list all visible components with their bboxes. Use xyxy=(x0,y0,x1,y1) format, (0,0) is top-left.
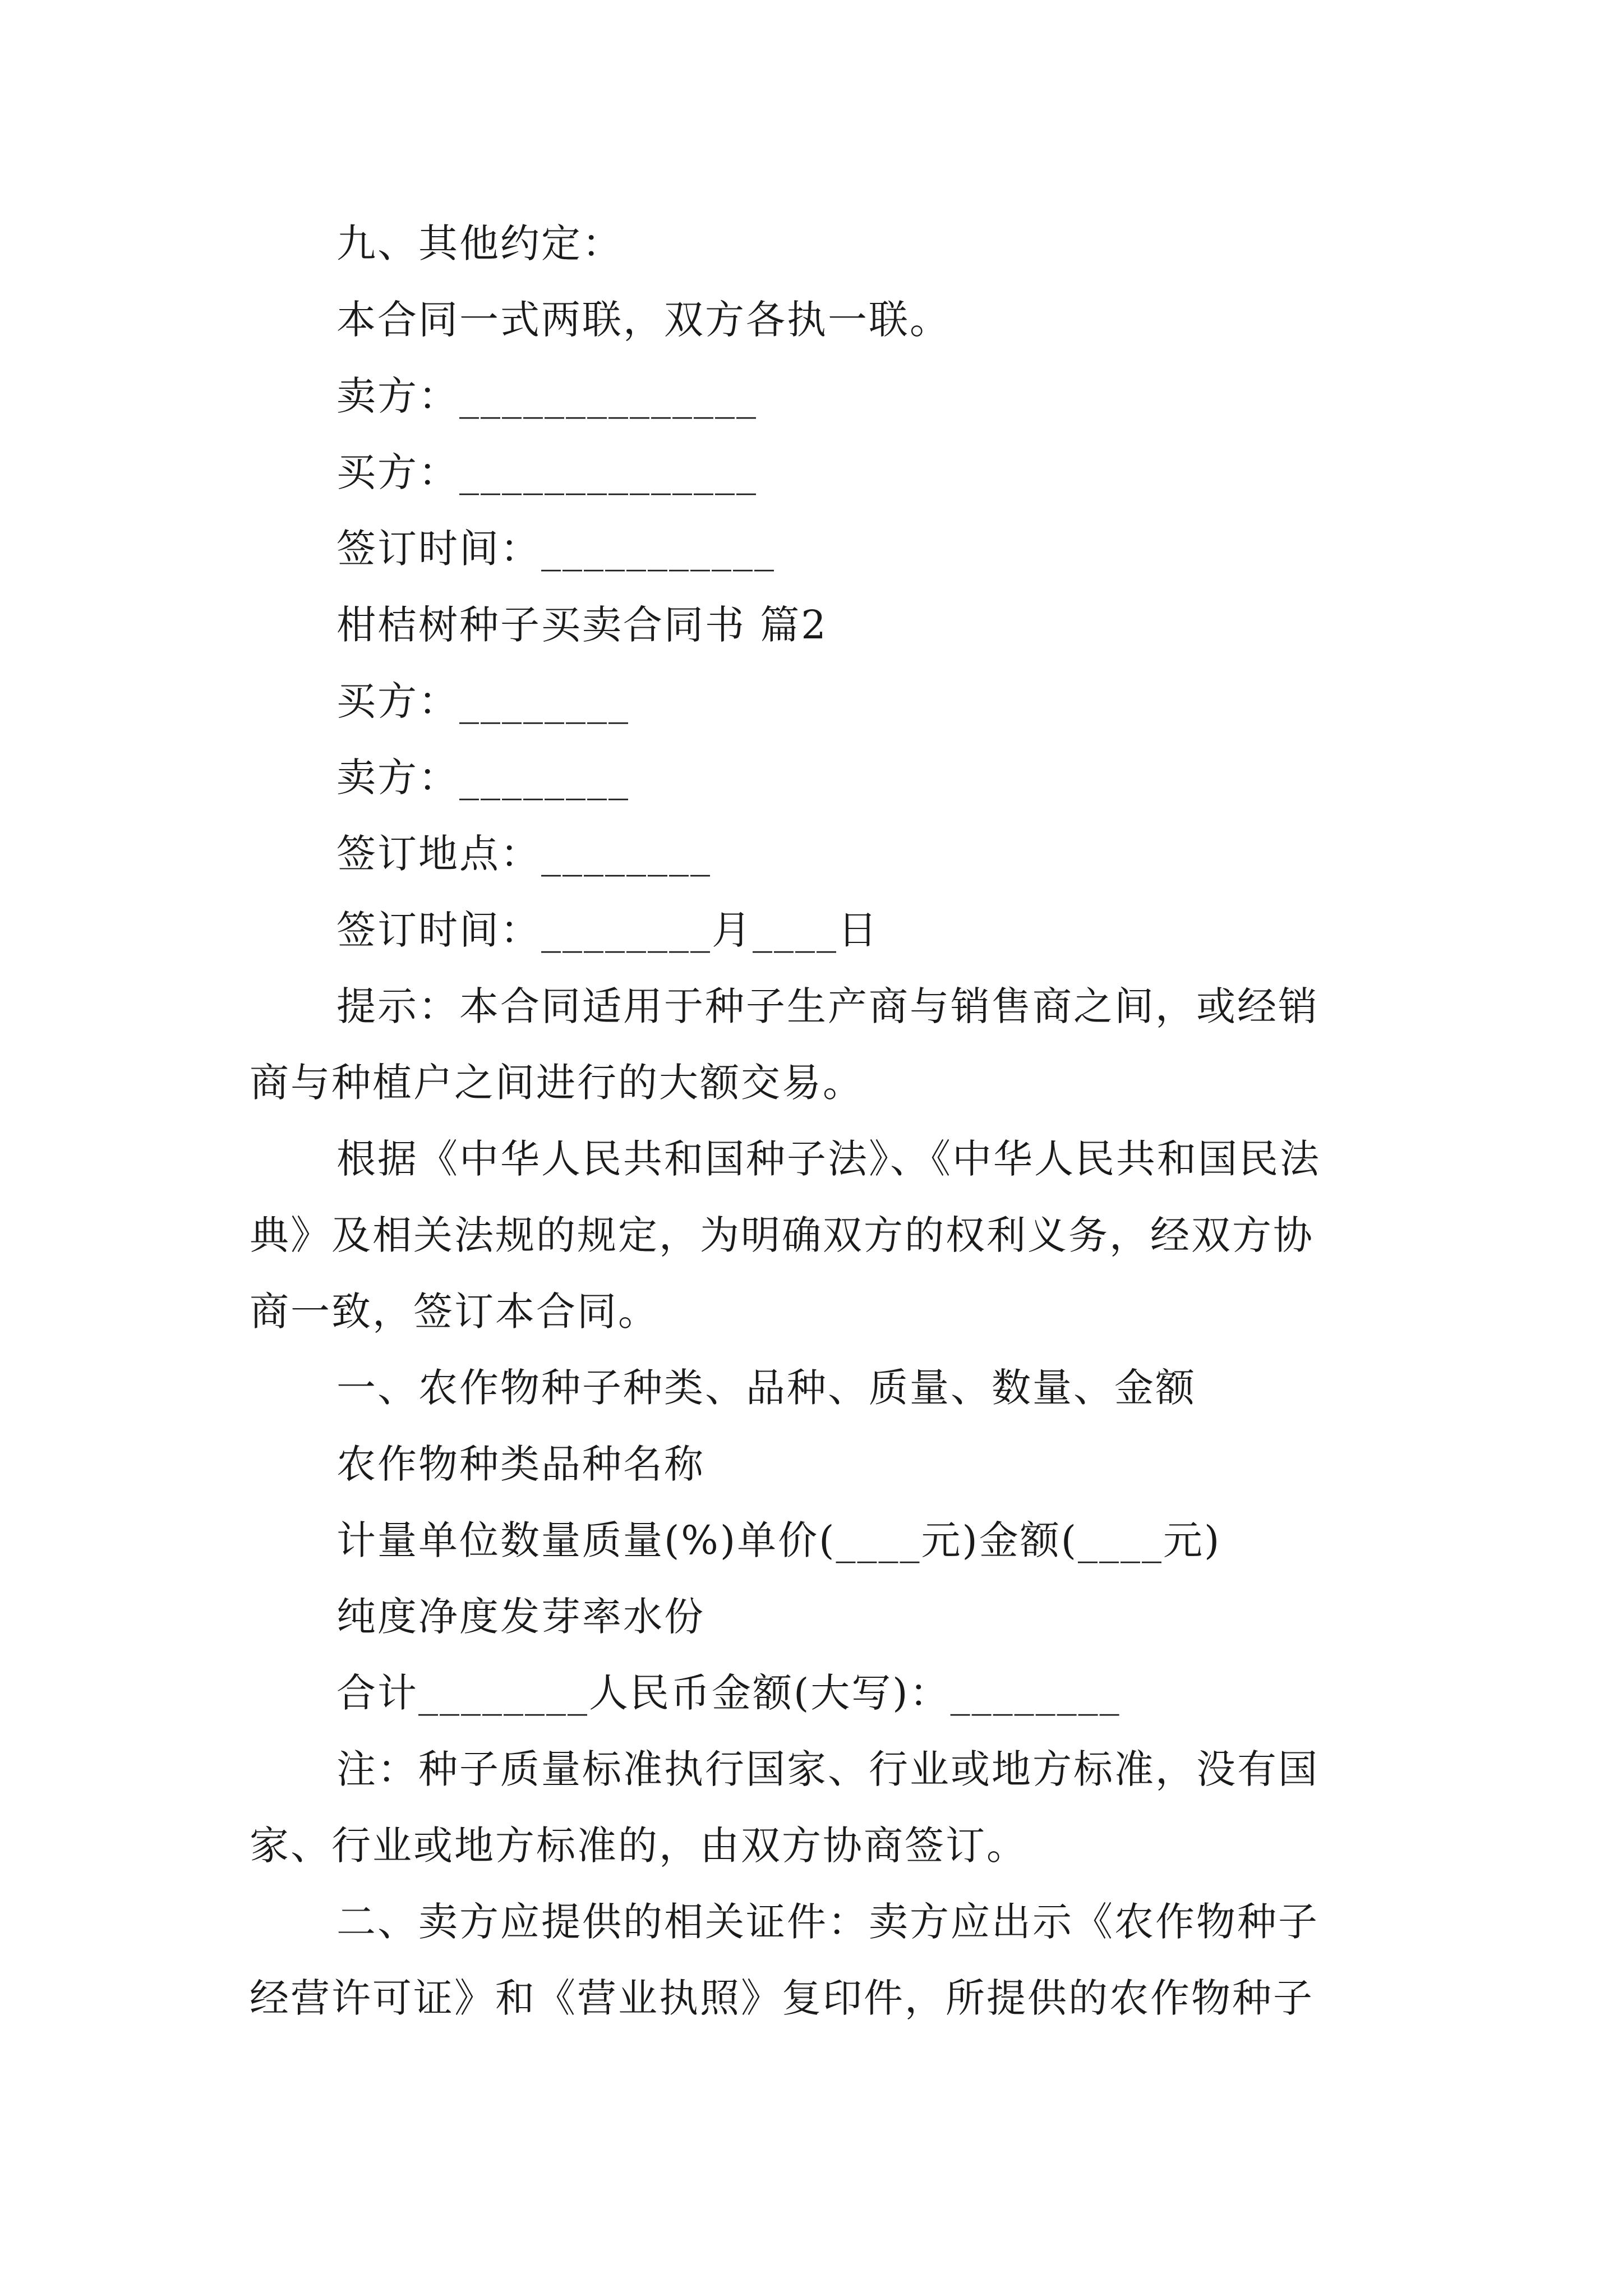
section-heading-other-terms: 九、其他约定： xyxy=(336,220,623,266)
preamble-paragraph-line: 根据《中华人民共和国种子法》、《中华人民共和国民法 xyxy=(336,1136,1321,1182)
note-paragraph-line: 家、行业或地方标准的，由双方协商签订。 xyxy=(250,1823,1027,1869)
preamble-paragraph-line: 商一致，签订本合同。 xyxy=(250,1289,659,1335)
section-heading-2: 二、卖方应提供的相关证件：卖方应出示《农作物种子 xyxy=(336,1899,1319,1945)
signing-date-line: 签订时间：___________ xyxy=(336,526,776,572)
buyer-signature-line: 买方：______________ xyxy=(336,449,758,495)
table-header-line: 纯度净度发芽率水份 xyxy=(336,1594,705,1640)
seller-signature-line: 卖方：______________ xyxy=(336,373,758,419)
preamble-paragraph-line: 典》及相关法规的规定，为明确双方的权利义务，经双方协 xyxy=(250,1212,1314,1258)
note-paragraph-line: 注：种子质量标准执行国家、行业或地方标准，没有国 xyxy=(336,1746,1319,1792)
section-heading-1: 一、农作物种子种类、品种、质量、数量、金额 xyxy=(336,1365,1196,1411)
section-2-paragraph-line: 经营许可证》和《营业执照》复印件，所提供的农作物种子 xyxy=(250,1975,1314,2021)
total-line: 合计________人民币金额(大写)：________ xyxy=(336,1670,1121,1716)
signing-date-field-line: 签订时间：________月____日 xyxy=(336,907,879,953)
buyer-field-line: 买方：________ xyxy=(336,678,630,724)
hint-paragraph-line: 提示：本合同适用于种子生产商与销售商之间，或经销 xyxy=(336,983,1319,1029)
signing-place-line: 签订地点：________ xyxy=(336,831,712,877)
table-header-line: 计量单位数量质量(%)单价(____元)金额(____元) xyxy=(336,1517,1221,1563)
seller-field-line: 卖方：________ xyxy=(336,754,630,800)
text-line: 本合同一式两联，双方各执一联。 xyxy=(336,297,951,343)
table-header-line: 农作物种类品种名称 xyxy=(336,1441,705,1487)
contract-title-part-2: 柑桔树种子买卖合同书 篇2 xyxy=(336,602,828,648)
hint-paragraph-line: 商与种植户之间进行的大额交易。 xyxy=(250,1060,864,1106)
